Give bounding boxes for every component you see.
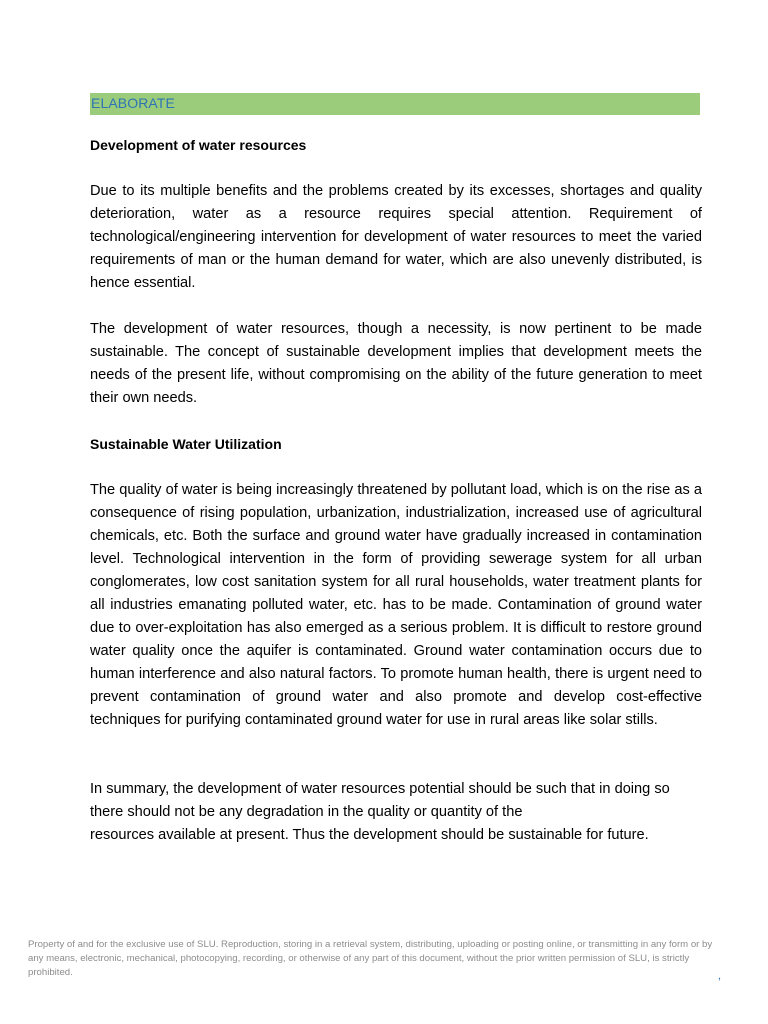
copyright-notice: Property of and for the exclusive use of SLU. Reproduction, storing in a retrieval system, distributing, uploading or posting online, or transmitting in any form or by any means, electronic, mechanical, photocopying, recording, or otherwise of any part of this document, without the prior written permission of SLU, is strictly prohibited.: [28, 939, 713, 978]
section-banner: [90, 93, 700, 115]
page-mark: ,: [718, 970, 722, 982]
paragraph-benefits: Due to its multiple benefits and the problems created by its excesses, shortages and quality deterioration, water as a resource requires special attention. Requirement of technological/engineering intervention for development of water resources to meet the varied requirements of man or the human demand for water, which are also unevenly distributed, is hence essential.: [90, 183, 702, 291]
heading-sustainable-water-utilization: Sustainable Water Utilization: [90, 436, 282, 452]
heading-development-of-water-resources: Development of water resources: [90, 137, 307, 153]
paragraph-sustainable-development: The development of water resources, though a necessity, is now pertinent to be made sustainable. The concept of sustainable development implies that development meets the needs of the present life, without compromising on the ability of the future generation to meet their own needs.: [90, 321, 702, 406]
summary-line-2: resources available at present. Thus the development should be sustainable for future.: [90, 827, 649, 843]
paragraph-water-quality: The quality of water is being increasingly threatened by pollutant load, which is on the rise as a consequence of rising population, urbanization, industrialization, increased use of agricultural chemicals, etc. Both the surface and ground water have gradually increased in contamination level. Technological intervention in the form of providing sewerage system for all urban conglomerates, low cost sanitation system for all rural households, water treatment plants for all industries emanating polluted water, etc. has to be made. Contamination of ground water due to over-exploitation has also emerged as a serious problem. It is difficult to restore ground water quality once the aquifer is contaminated. Ground water contamination occurs due to human interference and also natural factors. To promote human health, there is urgent need to prevent contamination of ground water and also promote and develop cost-effective techniques for purifying contaminated ground water for use in rural areas like solar stills.: [90, 482, 702, 728]
banner-label: ELABORATE: [91, 95, 175, 111]
summary-line-1: In summary, the development of water resources potential should be such that in doing so there should not be any degradation in the quality or quantity of the: [90, 781, 670, 820]
paragraph-summary: [90, 778, 702, 847]
